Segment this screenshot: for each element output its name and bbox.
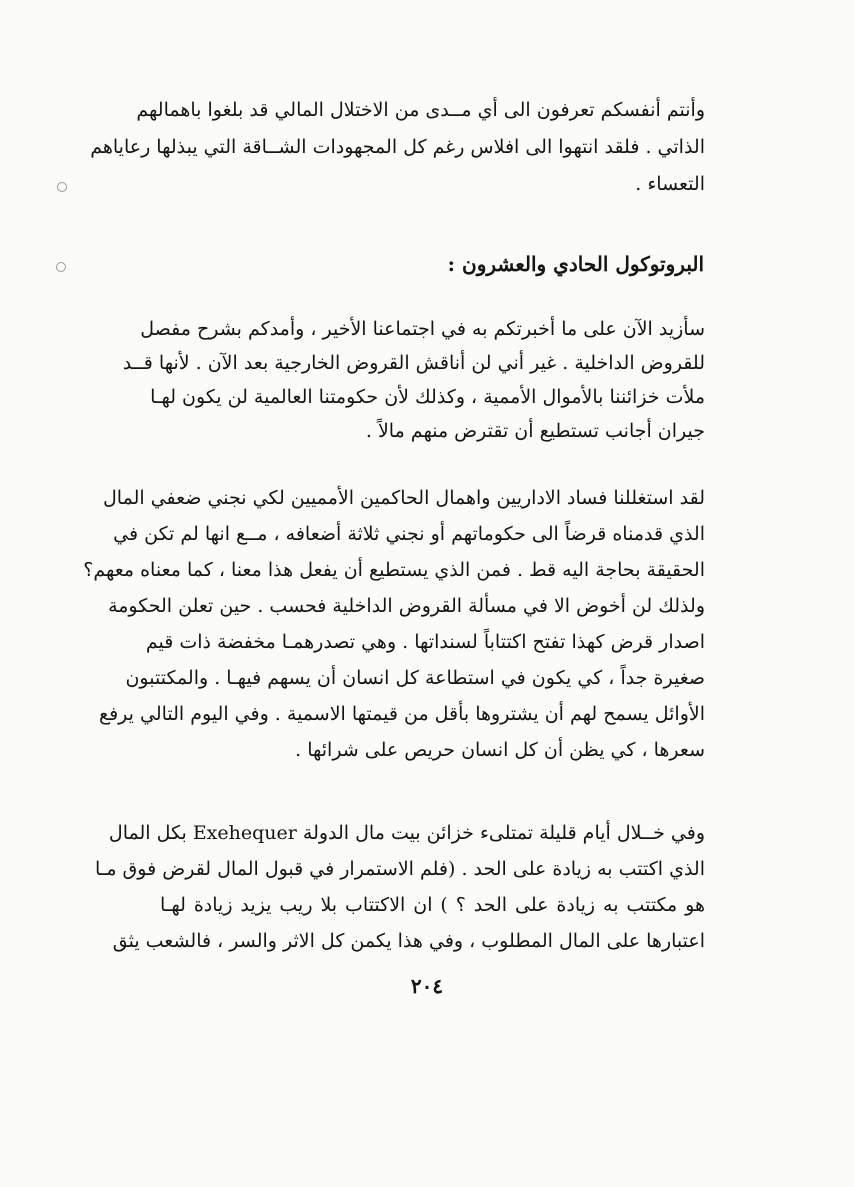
- paragraph-3: [83, 480, 705, 768]
- text-line: الأوائل يسمح لهم أن يشتروها بأقل من قيمتها الاسمية . وفي اليوم التالي يرفع: [98, 703, 705, 725]
- paragraph-2: [122, 312, 705, 448]
- text-line: وأنتم أنفسكم تعرفون الى أي مــدى من الاختلال المالي قد بلغوا باهمالهم: [136, 99, 705, 121]
- text-line: ملأت خزائننا بالأموال الأممية ، وكذلك لأن حكومتنا العالمية لن يكون لهـا: [150, 386, 705, 408]
- page-number: ٢٠٤: [410, 974, 444, 998]
- text-line: التعساء .: [635, 173, 705, 195]
- text-line: الذي قدمناه قرضاً الى حكوماتهم أو نجني ثلاثة أضعافه ، مــع انها لم تكن في: [113, 523, 705, 545]
- paragraph-1: [90, 92, 705, 203]
- paper-speck: [56, 262, 66, 272]
- text-line: الذاتي . فلقد انتهوا الى افلاس رغم كل المجهودات الشــاقة التي يبذلها رعاياهم: [90, 136, 705, 158]
- text-line: سعرها ، كي يظن أن كل انسان حريص على شرائها .: [295, 739, 705, 761]
- text-line: سأزيد الآن على ما أخبرتكم به في اجتماعنا الأخير ، وأمدكم بشرح مفصل: [140, 318, 705, 340]
- text-line: لقد استغللنا فساد الاداريين واهمال الحاكمين الأمميين لكي نجني ضعفي المال: [102, 487, 705, 509]
- paper-speck: [57, 182, 67, 192]
- text-line: وفي خــلال أيام قليلة تمتلىء خزائن بيت مال الدولة Exehequer بكل المال: [108, 822, 705, 844]
- text-line: اعتبارها على المال المطلوب ، وفي هذا يكمن كل الاثر والسر ، فالشعب يثق: [112, 930, 705, 952]
- text-line: اصدار قرض كهذا تفتح اكتتاباً لسنداتها . وهي تصدرهمـا مخفضة ذات قيم: [145, 631, 705, 653]
- text-line: جيران أجانب تستطيع أن تقترض منهم مالاً .: [365, 420, 705, 442]
- text-line: صغيرة جداً ، كي يكون في استطاعة كل انسان أن يسهم فيهـا . والمكتتبون: [125, 667, 705, 689]
- text-line: هو مكتتب به زيادة على الحد ؟ ) ان الاكتتاب بلا ريب يزيد زيادة لهـا: [160, 894, 705, 916]
- paragraph-4: [94, 815, 705, 959]
- text-line: ولذلك لن أخوض الا في مسألة القروض الداخلية فحسب . حين تعلن الحكومة: [108, 595, 705, 617]
- text-line: الذي اكتتب به زيادة على الحد . (فلم الاستمرار في قبول المال لقرض فوق مـا: [94, 858, 705, 880]
- text-line: للقروض الداخلية . غير أني لن أناقش القروض الخارجية بعد الآن . لأنها قــد: [122, 352, 705, 374]
- section-heading: البروتوكول الحادي والعشرون :: [447, 252, 704, 276]
- text-line: الحقيقة بحاجة اليه قط . فمن الذي يستطيع أن يفعل هذا معنا ، كما معناه معهم؟: [83, 559, 705, 581]
